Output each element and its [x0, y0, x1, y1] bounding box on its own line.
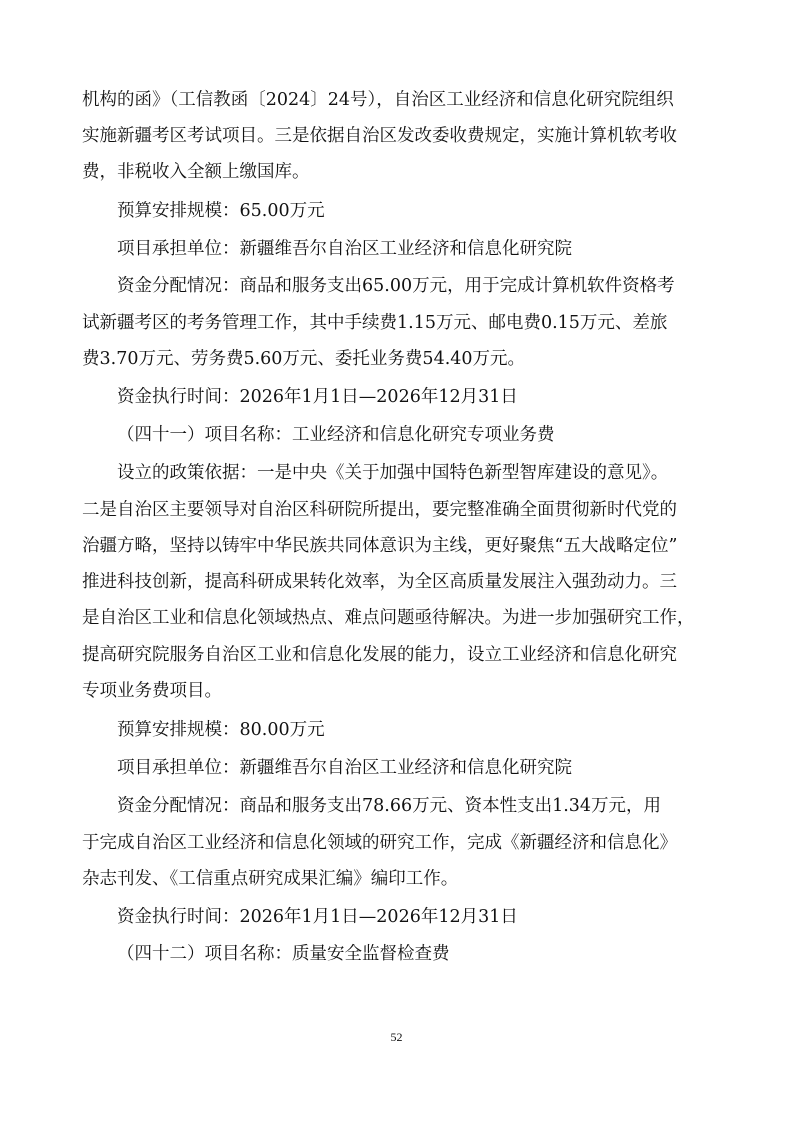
text-line: 费，非税收入全额上缴国库。: [82, 162, 310, 182]
text-line: 费3.70万元、劳务费5.60万元、委托业务费54.40万元。: [82, 349, 526, 369]
text-line: 专项业务费项目。: [82, 681, 222, 701]
text-line: 推进科技创新，提高科研成果转化效率，为全区高质量发展注入强劲动力。三: [82, 572, 677, 592]
text-line: 项目承担单位：新疆维吾尔自治区工业经济和信息化研究院: [117, 239, 572, 259]
section-heading: （四十二）项目名称：质量安全监督检查费: [117, 944, 450, 964]
text-line: 预算安排规模：65.00万元: [117, 201, 325, 221]
text-line: 机构的函》（工信教函〔2024〕24号），自治区工业经济和信息化研究院组织: [82, 90, 674, 110]
page-number: 52: [390, 1030, 403, 1044]
text-line: 实施新疆考区考试项目。三是依据自治区发改委收费规定，实施计算机软考收: [82, 126, 677, 146]
text-line: 是自治区工业和信息化领域热点、难点问题亟待解决。为进一步加强研究工作，: [82, 608, 695, 628]
text-line: 资金执行时间：2026年1月1日—2026年12月31日: [117, 387, 518, 407]
text-line: 资金分配情况：商品和服务支出78.66万元、资本性支出1.34万元，用: [117, 796, 662, 816]
text-line: 设立的政策依据：一是中央《关于加强中国特色新型智库建设的意见》。: [117, 463, 669, 483]
text-line: 项目承担单位：新疆维吾尔自治区工业经济和信息化研究院: [117, 758, 572, 778]
text-line: 治疆方略，坚持以铸牢中华民族共同体意识为主线，更好聚焦“五大战略定位”: [82, 536, 678, 556]
text-line: 于完成自治区工业经济和信息化领域的研究工作，完成《新疆经济和信息化》: [82, 833, 677, 853]
text-line: 预算安排规模：80.00万元: [117, 720, 325, 740]
section-heading: （四十一）项目名称：工业经济和信息化研究专项业务费: [117, 425, 555, 445]
text-line: 试新疆考区的考务管理工作，其中手续费1.15万元、邮电费0.15万元、差旅: [82, 313, 668, 333]
text-line: 资金分配情况：商品和服务支出65.00万元，用于完成计算机软件资格考: [117, 276, 675, 296]
text-line: 杂志刊发、《工信重点研究成果汇编》编印工作。: [82, 869, 459, 889]
text-line: 提高研究院服务自治区工业和信息化发展的能力，设立工业经济和信息化研究: [82, 645, 677, 665]
text-line: 二是自治区主要领导对自治区科研院所提出，要完整准确全面贯彻新时代党的: [82, 500, 677, 520]
text-line: 资金执行时间：2026年1月1日—2026年12月31日: [117, 907, 518, 927]
